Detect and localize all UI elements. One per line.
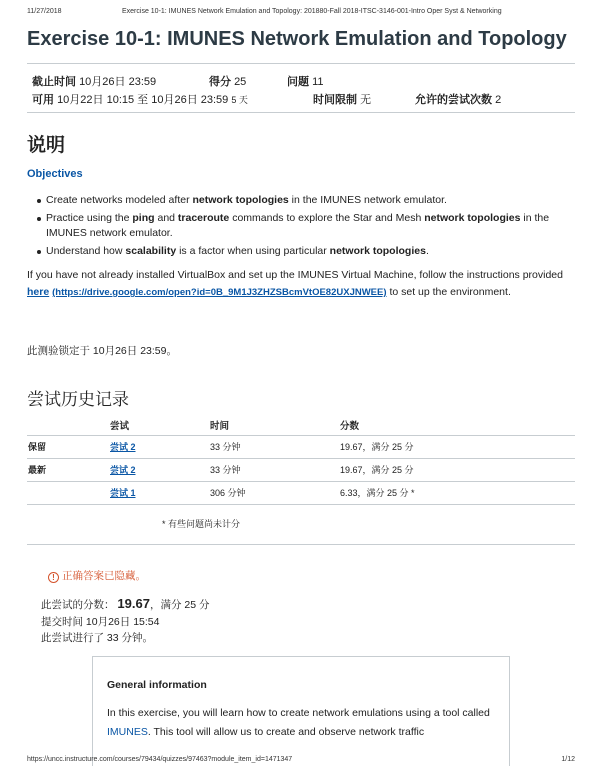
score-value: 19.67 xyxy=(117,596,150,611)
print-page-title: Exercise 10-1: IMUNES Network Emulation and Topology: 201880-Fall 2018-ITSC-3146-001-Intro Oper Syst & Networking xyxy=(122,8,502,15)
table-row: 最新 尝试 2 33 分钟 19.67，满分 25 分 xyxy=(27,458,575,481)
quiz-meta-row-1 xyxy=(27,73,575,87)
instructions-heading: 说明 xyxy=(27,135,66,156)
list-item: Understand how scalability is a factor when using particular network topologies. xyxy=(46,244,576,259)
time-limit-value: 无 xyxy=(360,94,372,106)
points-label: 得分 xyxy=(209,76,231,88)
divider xyxy=(27,112,575,113)
column-header: 时间 xyxy=(209,415,339,435)
column-header: 分数 xyxy=(339,415,575,435)
due-value: 10月26日 23:59 xyxy=(79,76,157,88)
attempt-duration: 此尝试进行了 33 分钟。 xyxy=(41,632,154,644)
page-number: 1/12 xyxy=(561,756,575,763)
print-date: 11/27/2018 xyxy=(27,8,62,15)
attempts-label: 允许的尝试次数 xyxy=(415,94,492,106)
due-label: 截止时间 xyxy=(32,76,76,88)
table-header-row xyxy=(27,415,575,435)
history-heading: 尝试历史记录 xyxy=(27,390,129,409)
question-panel xyxy=(92,656,510,766)
questions-label: 问题 xyxy=(287,76,309,88)
setup-paragraph: If you have not already installed VirtualBox and set up the IMUNES Virtual Machine, follow the instructions provided here (https://drive.google.com/open?id=0B_9M1J3ZHZSBcmVtOE82UXJNWEE) to set up the environment. xyxy=(27,269,563,298)
column-header: 尝试 xyxy=(109,415,209,435)
attempt-score: 此尝试的分数： 19.67，满分 25 分 xyxy=(41,596,210,611)
page-url: https://uncc.instructure.com/courses/79434/quizzes/97463?module_item_id=1471347 xyxy=(27,756,293,763)
submitted-time: 提交时间 10月26日 15:54 xyxy=(41,616,160,628)
locked-note: 此测验锁定于 10月26日 23:59。 xyxy=(27,345,177,357)
ungraded-footnote: * 有些问题尚未计分 xyxy=(162,519,241,529)
time-limit-label: 时间限制 xyxy=(313,94,357,106)
warning-icon: ! xyxy=(48,572,59,583)
list-item: Practice using the ping and traceroute commands to explore the Star and Mesh network topologies in the IMUNES network emulator. xyxy=(46,211,576,241)
objectives-list xyxy=(46,193,576,262)
quiz-title: Exercise 10-1: IMUNES Network Emulation and Topology xyxy=(27,28,567,50)
general-info-heading: General information xyxy=(107,679,207,691)
objectives-heading: Objectives xyxy=(27,168,83,180)
general-info-text: In this exercise, you will learn how to create network emulations using a tool called IMUNES. This tool will allow us to create and observe network traffic xyxy=(107,707,490,738)
attempt-link[interactable]: 尝试 2 xyxy=(110,465,136,475)
quiz-meta-row-2 xyxy=(27,91,575,105)
divider xyxy=(27,63,575,64)
table-row: 保留 尝试 2 33 分钟 19.67，满分 25 分 xyxy=(27,435,575,458)
attempt-link[interactable]: 尝试 2 xyxy=(110,442,136,452)
drive-link-url[interactable]: (https://drive.google.com/open?id=0B_9M1J3ZHZSBcmVtOE82UXJNWEE) xyxy=(52,287,387,298)
divider xyxy=(27,544,575,545)
list-item: Create networks modeled after network topologies in the IMUNES network emulator. xyxy=(46,193,576,208)
attempt-history-table xyxy=(27,415,575,505)
attempt-link[interactable]: 尝试 1 xyxy=(110,488,136,498)
points-value: 25 xyxy=(234,76,247,88)
attempts-value: 2 xyxy=(495,94,502,106)
questions-value: 11 xyxy=(312,76,324,88)
imunes-link[interactable]: IMUNES xyxy=(107,726,148,738)
table-row: 尝试 1 306 分钟 6.33，满分 25 分 * xyxy=(27,481,575,504)
available-label: 可用 xyxy=(32,94,54,106)
column-header xyxy=(27,415,109,435)
available-duration: 5 天 xyxy=(231,95,248,105)
here-link[interactable]: here xyxy=(27,286,50,298)
answers-hidden-warning: ! 正确答案已隐藏。 xyxy=(48,568,146,583)
available-value: 10月22日 10:15 至 10月26日 23:59 xyxy=(57,94,229,106)
